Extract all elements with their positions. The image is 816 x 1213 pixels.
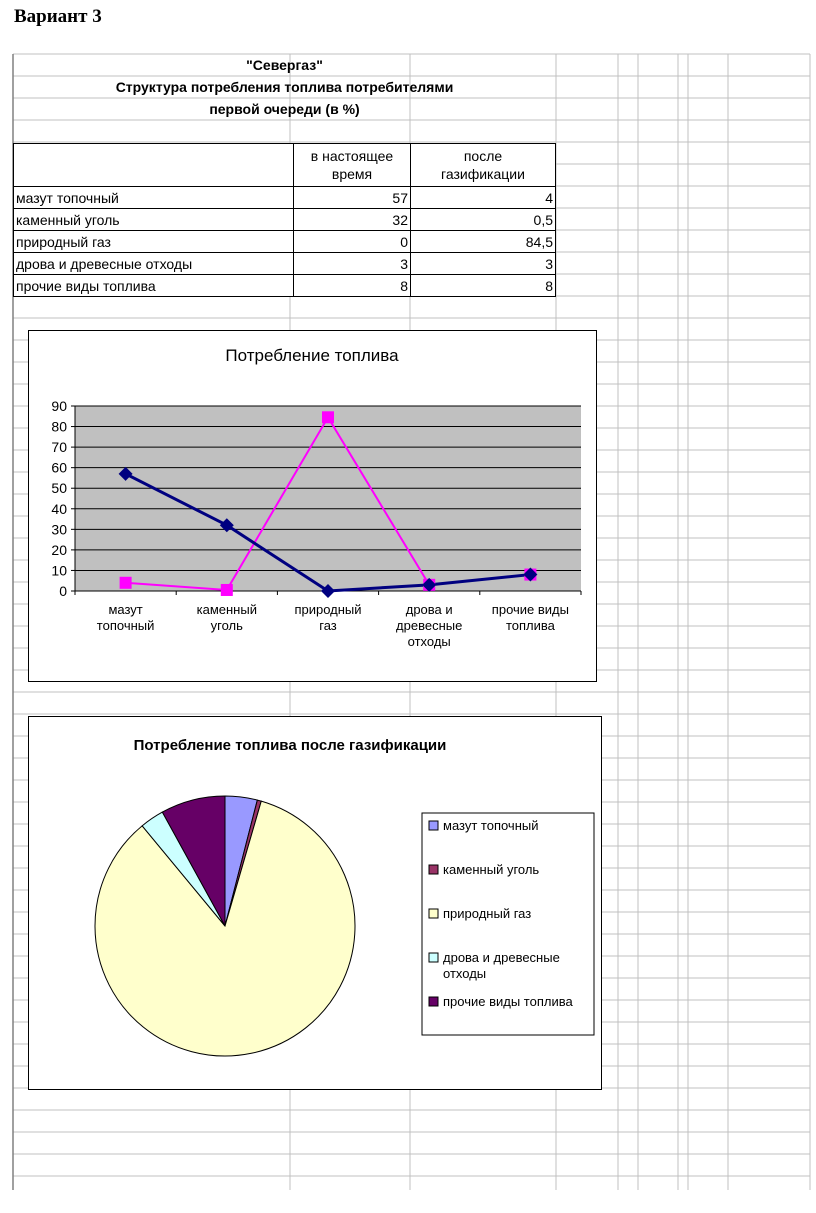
y-tick-label: 40 (51, 500, 67, 517)
table-row (14, 231, 556, 253)
y-tick-label: 60 (51, 459, 67, 476)
x-tick-label: древесные (396, 618, 463, 633)
x-tick-label: газ (319, 618, 337, 633)
legend-label: природный газ (443, 906, 532, 921)
y-tick-label: 0 (59, 583, 67, 599)
table-row (14, 275, 556, 297)
pie-chart-title: Потребление топлива после газификации (133, 737, 447, 754)
legend-swatch (429, 997, 438, 1006)
y-tick-label: 80 (51, 418, 67, 435)
y-tick-label: 30 (51, 521, 67, 538)
x-tick-label: дрова и (405, 602, 453, 617)
legend-label: прочие виды топлива (443, 994, 573, 1009)
x-tick-label: прочие виды (491, 602, 569, 617)
row-now: 8 (294, 275, 411, 297)
data-point (120, 577, 132, 589)
row-after: 0,5 (411, 209, 556, 231)
x-tick-label: природный (294, 602, 362, 617)
x-tick-label: отходы (407, 634, 451, 649)
row-after: 84,5 (411, 231, 556, 253)
line-chart[interactable] (28, 330, 597, 682)
y-tick-label: 50 (51, 480, 67, 497)
variant-heading: Вариант 3 (14, 6, 102, 27)
legend-label: каменный уголь (443, 862, 540, 877)
row-label: мазут топочный (14, 187, 294, 209)
table-header-now (294, 144, 411, 187)
legend-swatch (429, 821, 438, 830)
legend-label: дрова и древесные (443, 950, 560, 965)
fuel-table (13, 143, 556, 297)
row-after: 8 (411, 275, 556, 297)
line-chart-svg (29, 331, 596, 681)
x-tick-label: топлива (505, 618, 555, 633)
row-now: 57 (294, 187, 411, 209)
data-point (322, 411, 334, 423)
table-title-line1: Структура потребления топлива потребителями (115, 79, 454, 95)
y-tick-label: 20 (51, 541, 67, 558)
y-tick-label: 90 (51, 398, 67, 414)
legend-label: мазут топочный (443, 818, 539, 833)
plot-area (75, 406, 581, 591)
data-point (221, 584, 233, 596)
row-label: прочие виды топлива (14, 275, 294, 297)
row-now: 0 (294, 231, 411, 253)
x-tick-label: мазут (108, 602, 143, 617)
legend-swatch (429, 865, 438, 874)
legend-label: отходы (443, 966, 487, 981)
table-row (14, 187, 556, 209)
header-now-line1: в настоящее (310, 148, 394, 164)
row-label: каменный уголь (14, 209, 294, 231)
row-label: природный газ (14, 231, 294, 253)
pie-chart[interactable] (28, 716, 602, 1090)
table-header-empty (14, 144, 294, 187)
y-tick-label: 70 (51, 439, 67, 456)
row-now: 32 (294, 209, 411, 231)
table-row (14, 209, 556, 231)
row-now: 3 (294, 253, 411, 275)
table-header-row (14, 144, 556, 187)
pie-chart-svg (29, 717, 601, 1089)
legend-swatch (429, 909, 438, 918)
line-chart-title: Потребление топлива (225, 346, 399, 365)
row-after: 3 (411, 253, 556, 275)
y-tick-label: 10 (51, 562, 67, 579)
table-title-line2: первой очереди (в %) (209, 101, 360, 117)
row-after: 4 (411, 187, 556, 209)
x-tick-label: каменный (196, 602, 257, 617)
legend-swatch (429, 953, 438, 962)
x-tick-label: уголь (210, 618, 243, 633)
row-label: дрова и древесные отходы (14, 253, 294, 275)
table-row (14, 253, 556, 275)
header-after-line2: газификации (441, 166, 525, 182)
company-title: "Севергаз" (246, 57, 323, 73)
x-tick-label: топочный (96, 618, 155, 633)
header-now-line2: время (331, 166, 373, 182)
header-after-line1: после (463, 148, 503, 164)
table-header-after (411, 144, 556, 187)
